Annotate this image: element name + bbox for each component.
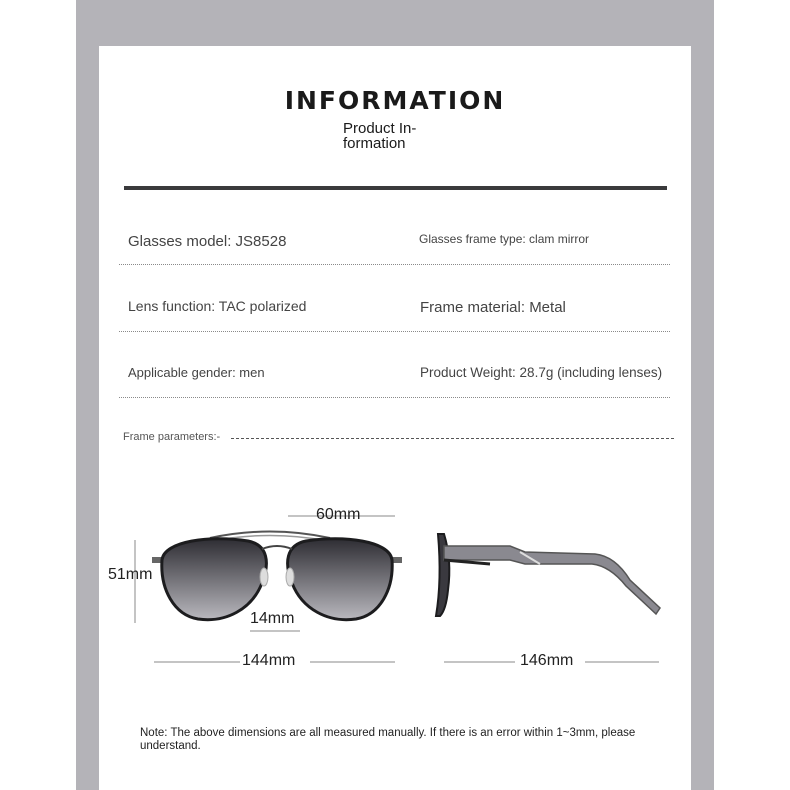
info-card	[99, 46, 691, 790]
left-nose-pad	[260, 568, 268, 586]
row-divider-1	[119, 264, 670, 265]
right-lens	[288, 539, 393, 620]
bridge-label: 14mm	[250, 610, 295, 627]
frame-parameters-label: Frame parameters:-	[123, 431, 221, 443]
note-line-2: understand.	[140, 740, 201, 752]
header-divider	[124, 186, 667, 190]
frame-parameters-dash	[231, 438, 674, 439]
row-divider-3	[119, 397, 670, 398]
subtitle-line-2: formation	[343, 135, 406, 152]
spec-frame-type: Glasses frame type: clam mirror	[419, 232, 590, 246]
spec-weight: Product Weight: 28.7g (including lenses)	[420, 365, 663, 380]
right-nose-pad	[286, 568, 294, 586]
page-title: INFORMATION	[284, 86, 506, 115]
spec-lens-function: Lens function: TAC polarized	[128, 298, 307, 314]
glasses-side-view	[430, 520, 670, 630]
nose-bridge	[262, 546, 292, 549]
measurement-note	[140, 727, 670, 753]
left-lens	[162, 539, 267, 620]
lens-width-label: 60mm	[316, 506, 361, 523]
spec-gender: Applicable gender: men	[128, 365, 265, 380]
lens-height-label: 51mm	[108, 566, 153, 583]
page-subtitle	[343, 121, 453, 151]
row-divider-2	[119, 331, 670, 332]
spec-glasses-model: Glasses model: JS8528	[128, 233, 287, 250]
subtitle-line-1: Product In-	[343, 120, 417, 137]
page-background	[0, 0, 76, 790]
temple-length-label: 146mm	[520, 652, 574, 669]
spec-frame-material: Frame material: Metal	[420, 299, 566, 316]
frame-width-label: 144mm	[242, 652, 296, 669]
temple-arm	[444, 546, 660, 614]
note-line-1: Note: The above dimensions are all measured manually. If there is an error within 1~3mm, please	[140, 727, 636, 739]
